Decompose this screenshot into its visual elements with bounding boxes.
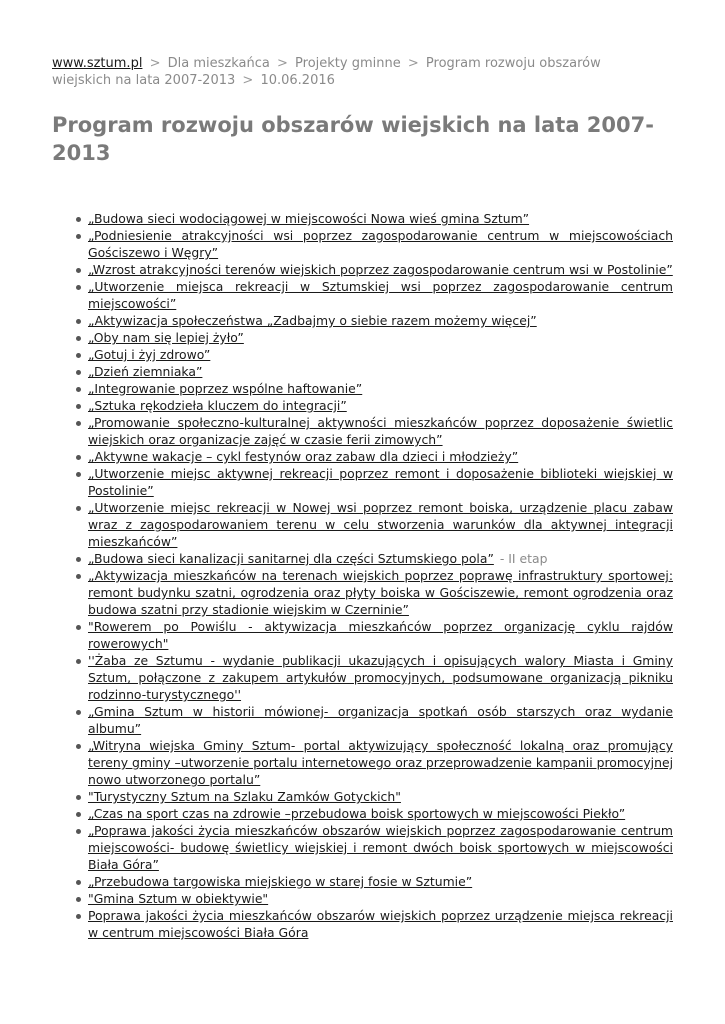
- project-link[interactable]: „Przebudowa targowiska miejskiego w starej fosie w Sztumie”: [88, 874, 473, 889]
- project-list-item: [88, 465, 673, 499]
- project-link[interactable]: „Wzrost atrakcyjności terenów wiejskich poprzez zagospodarowanie centrum wsi w Postolinie”: [88, 262, 673, 277]
- project-link[interactable]: „Podniesienie atrakcyjności wsi poprzez zagospodarowanie centrum w miejscowościach Gościszewo i Węgry”: [88, 228, 673, 260]
- project-link[interactable]: „Utworzenie miejsc aktywnej rekreacji poprzez remont i doposażenie biblioteki wiejskiej w Postolinie”: [88, 466, 673, 498]
- project-list-item: [88, 550, 673, 567]
- project-list-item: [88, 312, 673, 329]
- project-link[interactable]: „Aktywne wakacje – cykl festynów oraz zabaw dla dzieci i młodzieży”: [88, 449, 519, 464]
- project-list-item: [88, 890, 673, 907]
- project-list-item: [88, 210, 673, 227]
- project-list-item: [88, 448, 673, 465]
- project-list-item: [88, 329, 673, 346]
- breadcrumb-separator: >: [407, 56, 419, 71]
- project-link[interactable]: „Poprawa jakości życia mieszkańców obszarów wiejskich poprzez zagospodarowanie centrum miejscowości- budowę świetlicy wiejskiej i remont dwóch boisk sportowych w miejscowości Biała Góra”: [88, 823, 673, 872]
- project-link[interactable]: „Utworzenie miejsca rekreacji w Sztumskiej wsi poprzez zagospodarowanie centrum miejscowości”: [88, 279, 673, 311]
- project-list-item: [88, 652, 673, 703]
- project-link[interactable]: „Utworzenie miejsc rekreacji w Nowej wsi poprzez remont boiska, urządzenie placu zabaw wraz z zagospodarowaniem terenu w celu stworzenia warunków dla aktywnej integracji mieszkańców”: [88, 500, 673, 549]
- project-list-item: [88, 567, 673, 618]
- project-list-item: [88, 346, 673, 363]
- project-list-item: [88, 363, 673, 380]
- breadcrumb-separator: >: [149, 56, 161, 71]
- project-list-item: [88, 380, 673, 397]
- project-list-item: [88, 907, 673, 941]
- project-link[interactable]: „Aktywizacja mieszkańców na terenach wiejskich poprzez poprawę infrastruktury sportowej: remont budynku szatni, ogrodzenia oraz płyty boiska w Gościszewie, remont ogrodzenia oraz budowa szatni przy stadionie wiejskim w Czerninie”: [88, 568, 673, 617]
- project-link[interactable]: „Oby nam się lepiej żyło”: [88, 330, 244, 345]
- project-link[interactable]: ''Żaba ze Sztumu - wydanie publikacji ukazujących i opisujących walory Miasta i Gminy Sztum, połączone z zakupem artykułów promocyjnych, podsumowane organizacją pikniku rodzinno-turystycznego'': [88, 653, 673, 702]
- project-stage-note: - II etap: [499, 551, 548, 566]
- project-list-item: [88, 414, 673, 448]
- project-list-item: [88, 261, 673, 278]
- page-title: Program rozwoju obszarów wiejskich na lata 2007-2013: [52, 113, 654, 165]
- project-link[interactable]: „Integrowanie poprzez wspólne haftowanie”: [88, 381, 363, 396]
- project-link[interactable]: „Czas na sport czas na zdrowie –przebudowa boisk sportowych w miejscowości Piekło”: [88, 806, 626, 821]
- project-list-item: [88, 618, 673, 652]
- project-link[interactable]: „Gotuj i żyj zdrowo”: [88, 347, 211, 362]
- breadcrumb-separator: >: [242, 73, 254, 88]
- project-link[interactable]: "Rowerem po Powiślu - aktywizacja mieszkańców poprzez organizację cyklu rajdów rowerowych": [88, 619, 673, 651]
- project-link[interactable]: Poprawa jakości życia mieszkańców obszarów wiejskich poprzez urządzenie miejsca rekreacji w centrum miejscowości Biała Góra: [88, 908, 673, 940]
- project-link[interactable]: „Gmina Sztum w historii mówionej- organizacja spotkań osób starszych oraz wydanie albumu”: [88, 704, 673, 736]
- breadcrumb-home-link[interactable]: www.sztum.pl: [52, 56, 143, 71]
- project-list-item: [88, 805, 673, 822]
- project-link[interactable]: „Budowa sieci kanalizacji sanitarnej dla części Sztumskiego pola”: [88, 551, 494, 566]
- project-list-item: [88, 788, 673, 805]
- project-list: [52, 210, 673, 941]
- breadcrumb: [52, 55, 622, 89]
- project-list-item: [88, 278, 673, 312]
- breadcrumb-separator: >: [276, 56, 288, 71]
- project-list-item: [88, 499, 673, 550]
- project-list-item: [88, 397, 673, 414]
- breadcrumb-item[interactable]: Program rozwoju obszarów wiejskich na lata 2007-2013: [52, 56, 601, 88]
- breadcrumb-item[interactable]: Projekty gminne: [295, 56, 401, 71]
- project-list-item: [88, 822, 673, 873]
- project-link[interactable]: „Dzień ziemniaka”: [88, 364, 203, 379]
- project-link[interactable]: "Gmina Sztum w obiektywie": [88, 891, 269, 906]
- breadcrumb-item[interactable]: Dla mieszkańca: [167, 56, 270, 71]
- project-list-item: [88, 737, 673, 788]
- project-link[interactable]: „Sztuka rękodzieła kluczem do integracji”: [88, 398, 347, 413]
- project-link[interactable]: „Budowa sieci wodociągowej w miejscowości Nowa wieś gmina Sztum”: [88, 211, 530, 226]
- project-link[interactable]: „Promowanie społeczno-kulturalnej aktywności mieszkańców poprzez doposażenie świetlic wiejskich oraz organizacje zajęć w czasie ferii zimowych”: [88, 415, 673, 447]
- project-link[interactable]: "Turystyczny Sztum na Szlaku Zamków Gotyckich": [88, 789, 401, 804]
- breadcrumb-date: 10.06.2016: [260, 73, 335, 88]
- project-list-item: [88, 703, 673, 737]
- project-link[interactable]: „Aktywizacja społeczeństwa „Zadbajmy o siebie razem możemy więcej”: [88, 313, 537, 328]
- project-list-item: [88, 873, 673, 890]
- project-list-item: [88, 227, 673, 261]
- project-link[interactable]: „Witryna wiejska Gminy Sztum- portal aktywizujący społeczność lokalną oraz promujący tereny gminy –utworzenie portalu internetowego oraz przeprowadzenie kampanii promocyjnej nowo utworzonego portalu”: [88, 738, 674, 787]
